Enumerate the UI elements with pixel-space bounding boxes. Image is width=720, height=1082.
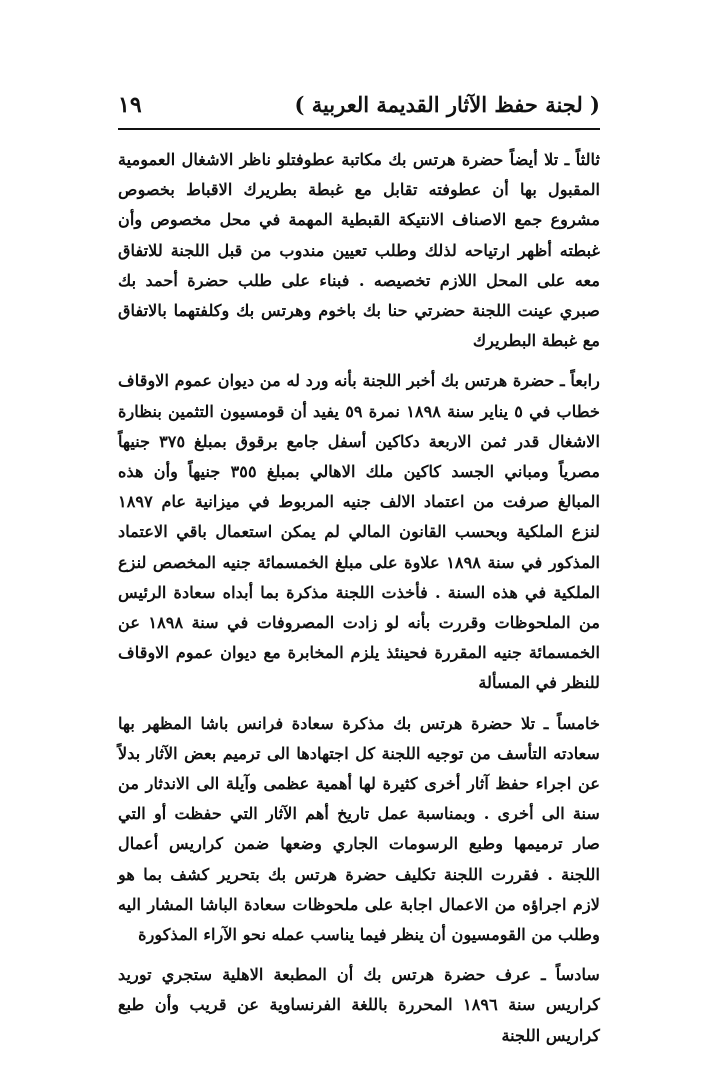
paragraph-fifth [118,709,600,951]
body-text [118,145,600,1051]
page-number: ١٩ [118,92,142,118]
paragraph-lead: خامساً ـ [543,713,600,733]
paragraph-text: تلا حضرة هرتس بك مذكرة سعادة فرانس باشا المظهر بها سعادته التأسف من توجيه اللجنة كل اجتهادها الى ترميم بعض الآثار بدلاً عن اجراء حفظ آثار أخرى كثيرة لها أهمية عظمى وآيلة الى الاندثار من سنة الى أخرى . وبمناسبة عمل تاريخ أهم الآثار التي حفظت أو التي صار ترميمها وطبع الرسومات الجاري وضعها ضمن كراريس أعمال اللجنة . فقررت اللجنة تكليف حضرة هرتس بك بتحرير كشف بما هو لازم اجراؤه من الاعمال اجابة على ملحوظات سعادة الباشا المشار اليه وطلب من القومسيون أن ينظر فيما يناسب عمله نحو الآراء المذكورة [118,713,600,945]
paragraph-lead: سادساً ـ [541,965,600,985]
paragraph-sixth [118,960,600,1051]
page-header [118,92,600,126]
running-title: ( لجنة حفظ الآثار القديمة العربية ) [294,92,600,117]
paragraph-text: تلا أيضاً حضرة هرتس بك مكاتبة عطوفتلو ناظر الاشغال العمومية المقبول بها أن عطوفته تقابل مع غبطة بطريرك الاقباط بخصوص مشروع جمع الاصناف الانتيكة القبطية المهمة في محل مخصوص وأن غبطته أظهر ارتياحه لذلك وطلب تعيين مندوب من قبل اللجنة للاتفاق معه على المحل اللازم تخصيصه . فبناء على طلب حضرة أحمد بك صبري عينت اللجنة حضرتي حنا بك باخوم وهرتس بك وكلفتهما بالاتفاق مع غبطة البطريرك [118,150,600,351]
paragraph-fourth [118,366,600,698]
paragraph-text: حضرة هرتس بك أخبر اللجنة بأنه ورد له من ديوان عموم الاوقاف خطاب في ٥ يناير سنة ١٨٩٨ نمرة ٥٩ يفيد أن قومسيون التثمين بنظارة الاشغال قدر ثمن الاربعة دكاكين أسفل جامع برقوق بمبلغ ٣٧٥ جنيهاً مصرياً ومباني الجسد كاكين ملك الاهالي بمبلغ ٣٥٥ جنيهاً وأن هذه المبالغ صرفت من اعتماد الالف جنيه المربوط في ميزانية عام ١٨٩٧ لنزع الملكية وبحسب القانون المالي لم يمكن استعمال باقي الاعتماد المذكور في سنة ١٨٩٨ علاوة على مبلغ الخمسمائة جنيه المخصص لنزع الملكية في هذه السنة . فأخذت اللجنة مذكرة بما أبداه سعادة الرئيس من الملحوظات وقررت بأنه لو زادت المصروفات في سنة ١٨٩٨ عن الخمسمائة جنيه المقررة فحينئذ يلزم المخابرة مع ديوان عموم الاوقاف للنظر في المسألة [118,371,600,693]
paragraph-text: عرف حضرة هرتس بك أن المطبعة الاهلية ستجري توريد كراريس سنة ١٨٩٦ المحررة باللغة الفرنساوية عن قريب وأن طبع كراريس اللجنة [118,965,600,1045]
paragraph-third [118,145,600,356]
paragraph-lead: ثالثاً ـ [564,150,600,169]
header-rule [118,128,600,130]
paragraph-lead: رابعاً ـ [560,371,600,391]
